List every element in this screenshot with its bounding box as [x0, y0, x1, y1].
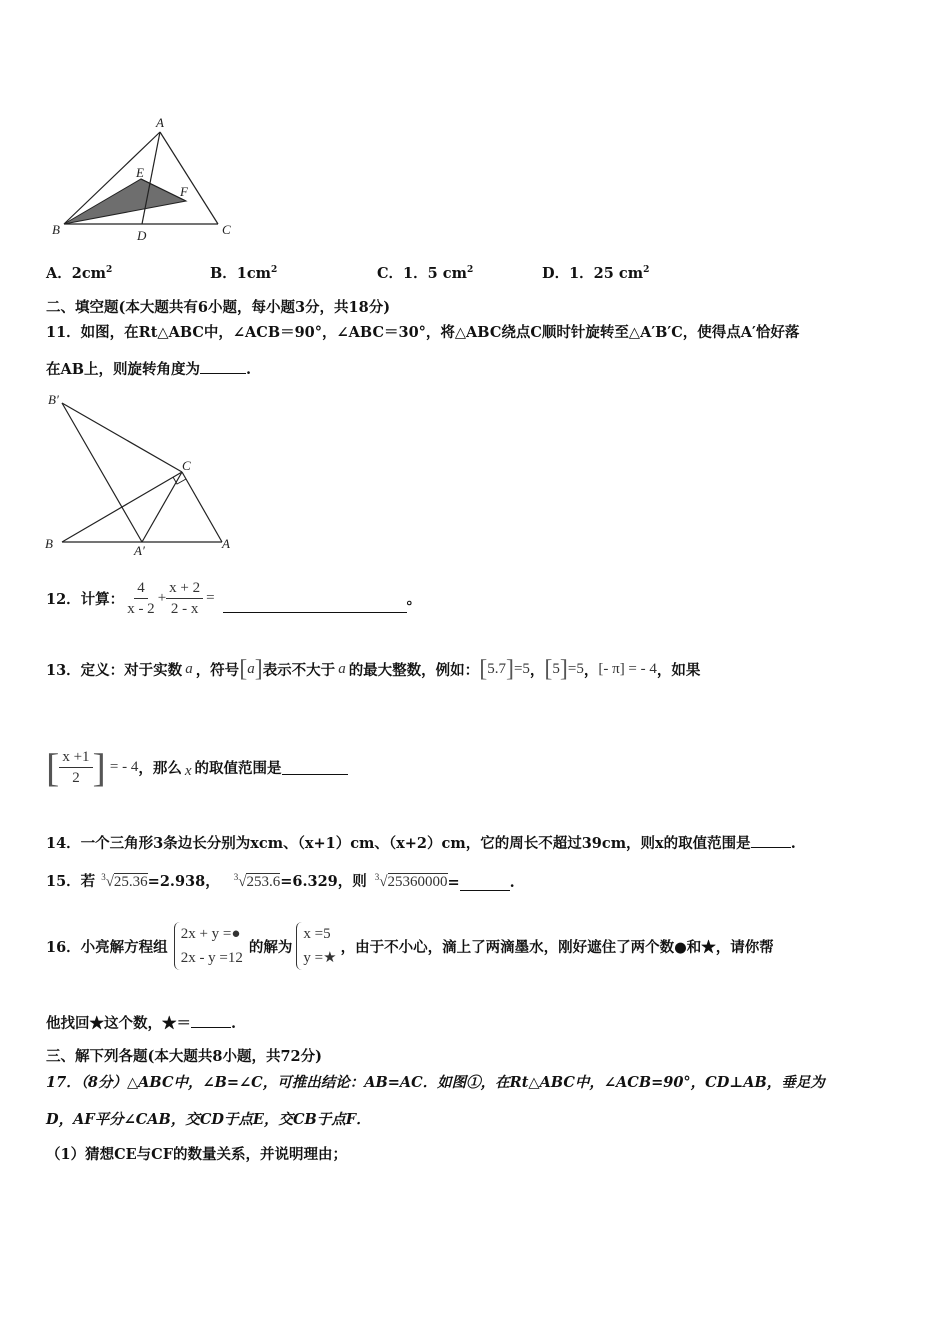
q13-line1: 13．定义：对于实数 a ，符号 [ a ] 表示不大于 a 的最大整数，例如： [ 5.7 ] =5 ， [ 5 ] =5 ， [- π] = - 4 ，如果 [46, 656, 701, 682]
section2-heading: 二、填空题(本大题共有6小题，每小题3分，共18分) [46, 299, 391, 316]
q13-fraction: $\frac{x +1}{2}$ [59, 747, 92, 788]
label-C: C [222, 222, 231, 237]
q15-cube-root-3: $^3$√25360000 [374, 872, 448, 890]
q15-line: 15．若 $^3$√25.36 =2.938， $^3$√253.6 =6.329，则 $^3$√25360000 = . [46, 872, 515, 891]
q16-line1: 16．小亮解方程组 2x + y =● 2x - y =12 的解为 x =5 y =★ ，由于不小心，滴上了两滴墨水，刚好遮住了两个数●和★，请你帮 [46, 922, 774, 970]
q10-option-b: B．$1cm^2$ [210, 265, 278, 282]
q11-answer-blank[interactable] [200, 359, 246, 375]
q10-option-c: C．1．5 $cm^2$ [377, 265, 474, 282]
q13-answer-blank[interactable] [282, 760, 348, 776]
q15-answer-blank[interactable] [460, 876, 510, 892]
q10-option-d: D．1．25 $cm^2$ [542, 265, 650, 282]
shaded-triangle-bef [64, 179, 186, 224]
label-F: F [180, 184, 188, 199]
q14-line: 14．一个三角形3条边长分别为xcm、（x+1）cm、（x+2）cm，它的周长不超过39cm，则x的取值范围是 . [46, 832, 796, 853]
q11-line2: 在AB上，则旋转角度为 . [46, 358, 251, 379]
label-a: A [222, 536, 230, 551]
q15-cube-root-1: $^3$√25.36 [101, 872, 148, 890]
q12-fraction-2: $\frac{x + 2}{2 - x}$ [166, 578, 203, 619]
label-D: D [137, 228, 147, 243]
q16-solution: x =5 y =★ [296, 922, 336, 970]
label-b: B [45, 536, 53, 551]
q12-answer-blank[interactable] [223, 598, 407, 614]
q17-line2: D，AF平分∠CAB，交CD于点E，交CB于点F． [46, 1111, 371, 1128]
q17-sub1: （1）猜想CE与CF的数量关系，并说明理由； [46, 1146, 348, 1163]
q12-fraction-1: $\frac{4}{x - 2}$ [127, 580, 155, 617]
q12-line: 12．计算： $\frac{4}{x - 2}$ + $\frac{x + 2}{2 - x}$ = 。 [46, 580, 422, 617]
q15-cube-root-2: $^3$√253.6 [233, 872, 281, 890]
label-B: B [52, 222, 60, 237]
label-c: C [182, 458, 191, 473]
q11-rotation-figure [40, 388, 245, 558]
q10-option-a: A．$2cm^2$ [46, 265, 113, 282]
section3-heading: 三、解下列各题(本大题共8小题，共72分) [46, 1048, 322, 1065]
q16-equation-system: 2x + y =● 2x - y =12 [174, 922, 243, 970]
q13-line2: [ $\frac{x +1}{2}$ ] = - 4 ，那么 x 的取值范围是 [46, 744, 348, 791]
q14-answer-blank[interactable] [751, 833, 791, 849]
q11-line1: 11．如图，在Rt△ABC中，∠ACB＝90°，∠ABC＝30°，将△ABC绕点C顺时针旋转至△A′B′C，使得点A′恰好落 [46, 324, 800, 341]
q17-line1: 17．（8分）△ABC中，∠B=∠C，可推出结论：AB=AC．如图①，在Rt△ABC中，∠ACB=90°，CD⊥AB，垂足为 [46, 1074, 825, 1091]
q10-triangle-figure [44, 112, 244, 247]
label-E: E [136, 165, 144, 180]
label-b-prime: B′ [48, 392, 59, 407]
label-A: A [156, 115, 164, 130]
q16-answer-blank[interactable] [191, 1013, 231, 1029]
q16-line2: 他找回★这个数，★＝ . [46, 1012, 236, 1033]
label-a-prime: A′ [134, 543, 145, 558]
